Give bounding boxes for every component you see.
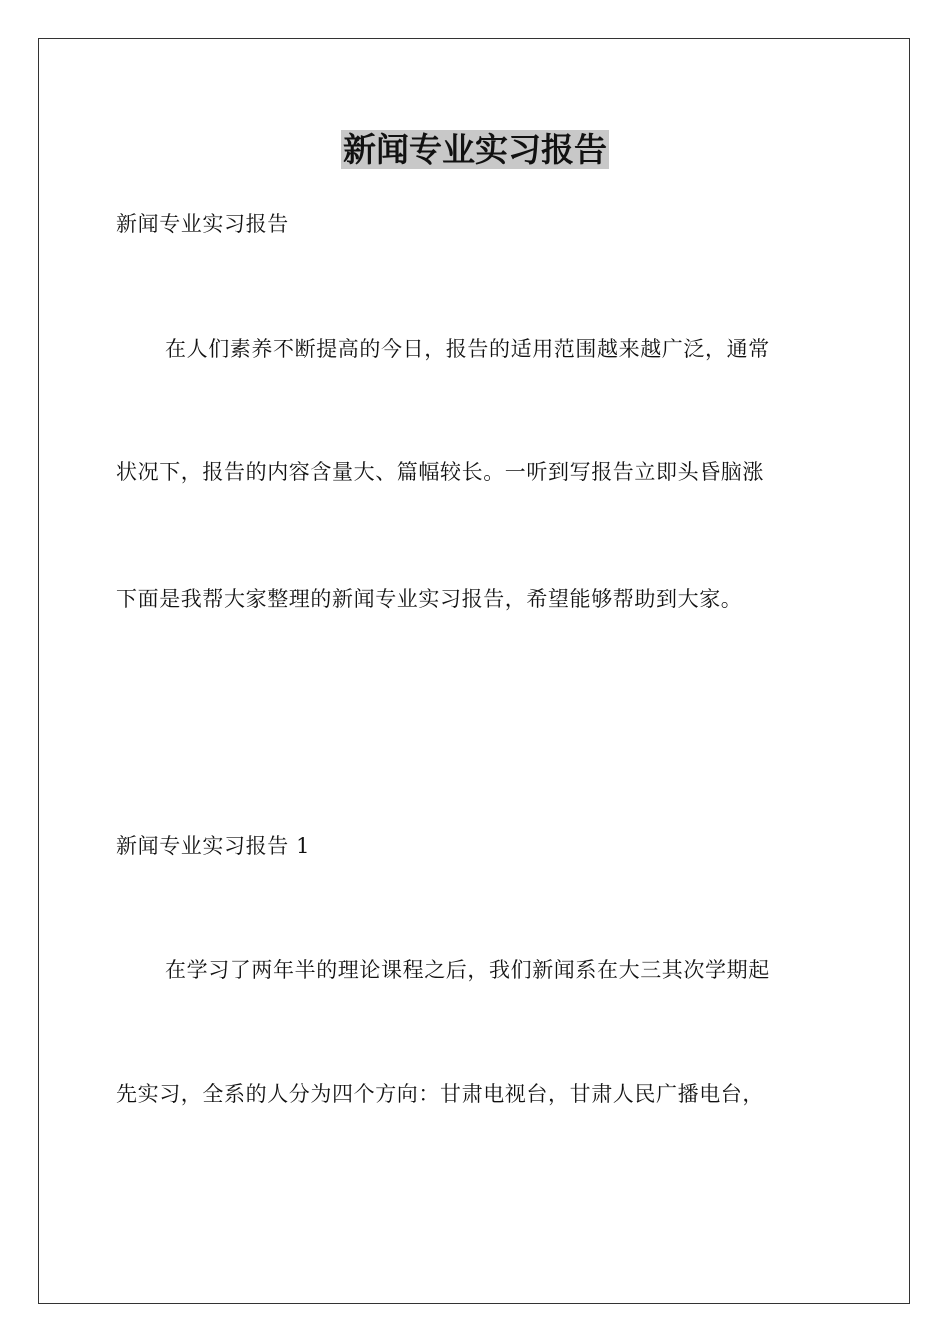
document-title xyxy=(0,128,950,172)
intro-line-3: 下面是我帮大家整理的新闻专业实习报告，希望能够帮助到大家。 xyxy=(116,587,743,611)
section-line-1: 在学习了两年半的理论课程之后，我们新闻系在大三其次学期起 xyxy=(165,958,770,982)
intro-line-1: 在人们素养不断提高的今日，报告的适用范围越来越广泛，通常 xyxy=(165,337,770,361)
section-heading: 新闻专业实习报告 1 xyxy=(116,834,311,858)
section-line-2: 先实习，全系的人分为四个方向：甘肃电视台，甘肃人民广播电台， xyxy=(116,1082,764,1106)
document-subtitle: 新闻专业实习报告 xyxy=(116,212,289,236)
intro-line-2: 状况下，报告的内容含量大、篇幅较长。一听到写报告立即头昏脑涨 xyxy=(116,460,764,484)
document-title-text: 新闻专业实习报告 xyxy=(343,130,607,169)
